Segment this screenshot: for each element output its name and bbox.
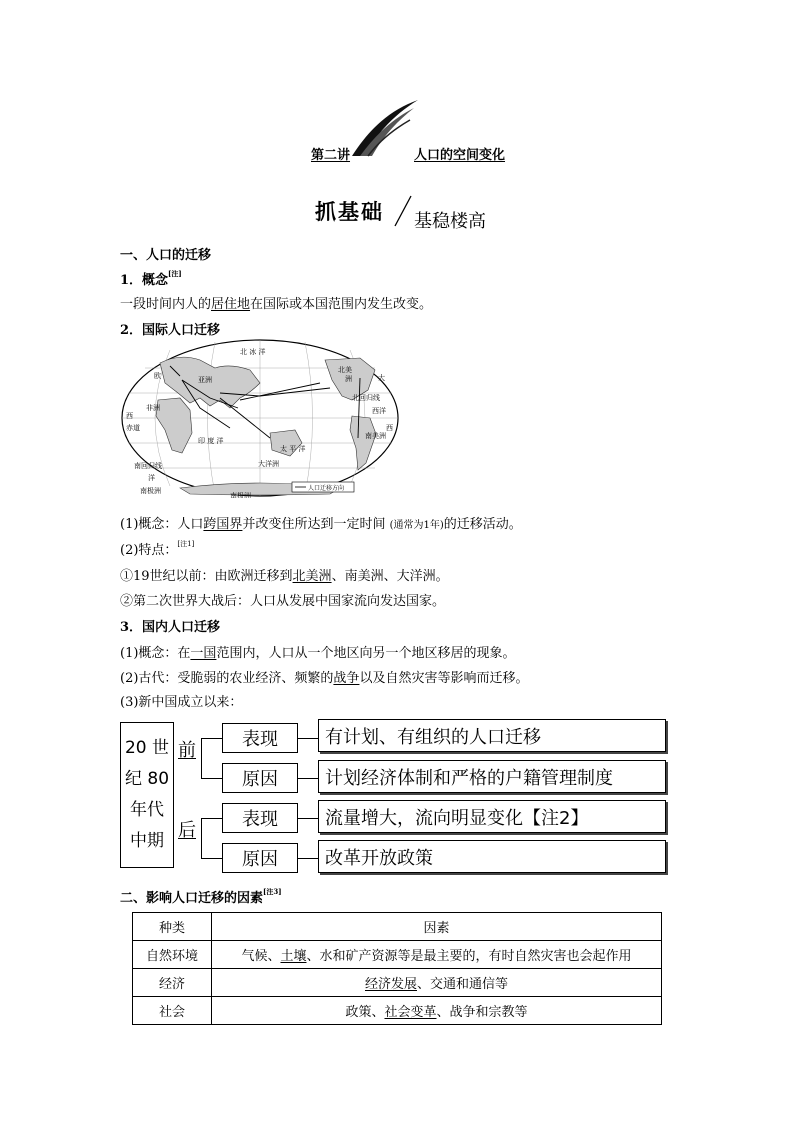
- period-line-3: 年代: [130, 800, 164, 820]
- domestic-modern: (3)新中国成立以来：: [120, 695, 243, 710]
- chapter-number: 第二讲: [311, 148, 351, 163]
- map-label-equator: 赤道: [126, 424, 140, 432]
- header-swoosh-icon: [350, 98, 420, 158]
- table-header-cell: 种类: [133, 913, 212, 941]
- after-label: 后: [178, 820, 196, 841]
- domestic-ancient: (2)古代：受脆弱的农业经济、频繁的战争以及自然灾害等影响而迁移。: [120, 671, 529, 686]
- flow-row-2-label: 原因: [222, 763, 298, 793]
- map-legend-label: 人口迁移方向: [308, 485, 345, 492]
- map-label-tropic-s: 南回归线: [134, 462, 162, 470]
- period-line-4: 中期: [130, 831, 164, 851]
- period-box: [120, 722, 174, 868]
- flow-row-3-text: 流量增大，流向明显变化【注2】: [318, 800, 666, 833]
- map-label-north-america: 北美: [338, 366, 352, 374]
- flow-row-2-text: 计划经济体制和严格的户籍管理制度: [318, 760, 666, 793]
- map-label-atlantic-n: 大: [378, 374, 385, 382]
- table-row: [133, 997, 662, 1025]
- before-label: 前: [178, 740, 196, 761]
- map-label-indian: 印 度 洋: [198, 437, 224, 445]
- banner-left: 抓基础: [315, 200, 384, 224]
- concept-text: 一段时间内人的居住地在国际或本国范围内发生改变。: [120, 297, 433, 312]
- concept-heading: 1．概念[注]: [120, 269, 182, 288]
- banner-slash-icon: [393, 194, 413, 228]
- table-cell: 自然环境: [133, 941, 212, 969]
- map-label-ocean-s: 洋: [148, 474, 155, 482]
- table-cell: 社会: [133, 997, 212, 1025]
- flow-row-4-label: 原因: [222, 843, 298, 873]
- domestic-concept: (1)概念：在一国范围内，人口从一个地区向另一个地区移居的现象。: [120, 646, 516, 661]
- table-header-cell: 因素: [212, 913, 662, 941]
- feature-1: ①19世纪以前：由欧洲迁移到北美洲、南美洲、大洋洲。: [120, 569, 449, 584]
- map-label-asia: 亚洲: [198, 376, 212, 384]
- map-label-europe: 欧: [154, 372, 161, 380]
- table-cell: 经济: [133, 969, 212, 997]
- map-label-north-america-2: 洲: [345, 375, 352, 383]
- map-label-south-america: 南美洲: [365, 432, 386, 440]
- map-label-west-l: 西: [126, 412, 133, 420]
- table-cell: 气候、土壤、水和矿产资源等是最主要的，有时自然灾害也会起作用: [212, 941, 662, 969]
- table-header-row: [133, 913, 662, 941]
- domestic-migration-heading: 3．国内人口迁移: [120, 620, 221, 635]
- intl-features-label: (2)特点：[注1]: [120, 540, 195, 558]
- table-row: [133, 941, 662, 969]
- map-label-oceania: 大洋洲: [258, 460, 279, 468]
- map-label-atlantic-n2: 西洋: [372, 407, 386, 415]
- map-label-arctic: 北 冰 洋: [240, 348, 266, 356]
- flow-row-1-text: 有计划、有组织的人口迁移: [318, 719, 666, 752]
- flow-row-1-label: 表现: [222, 723, 298, 753]
- table-cell: 政策、社会变革、战争和宗教等: [212, 997, 662, 1025]
- map-label-tropic-n: 北回归线: [352, 394, 380, 402]
- section-1-heading: 一、人口的迁移: [120, 248, 212, 263]
- table-cell: 经济发展、交通和通信等: [212, 969, 662, 997]
- intl-concept: (1)概念：人口跨国界并改变住所达到一定时间 (通常为1年)的迁移活动。: [120, 517, 522, 532]
- section-2-heading: 二、影响人口迁移的因素[注3]: [120, 887, 282, 906]
- page-title: 人口的空间变化: [414, 148, 506, 163]
- period-line-2: 纪 80: [124, 769, 170, 789]
- table-row: [133, 969, 662, 997]
- period-line-1: 20 世: [124, 738, 170, 758]
- map-label-antarctica: 南极洲: [140, 487, 161, 495]
- intl-migration-heading: 2．国际人口迁移: [120, 323, 221, 338]
- map-label-africa: 非洲: [146, 404, 160, 412]
- banner-right: 基稳楼高: [414, 211, 486, 232]
- feature-2: ②第二次世界大战后：人口从发展中国家流向发达国家。: [120, 594, 446, 609]
- factors-table: [132, 912, 662, 1025]
- map-label-antarctic-sea: 南极洲: [230, 492, 251, 498]
- map-label-west-r: 西: [386, 424, 393, 432]
- flow-row-4-text: 改革开放政策: [318, 840, 666, 873]
- flow-row-3-label: 表现: [222, 803, 298, 833]
- world-migration-map: [120, 338, 400, 498]
- map-label-pacific: 太 平 洋: [280, 445, 306, 453]
